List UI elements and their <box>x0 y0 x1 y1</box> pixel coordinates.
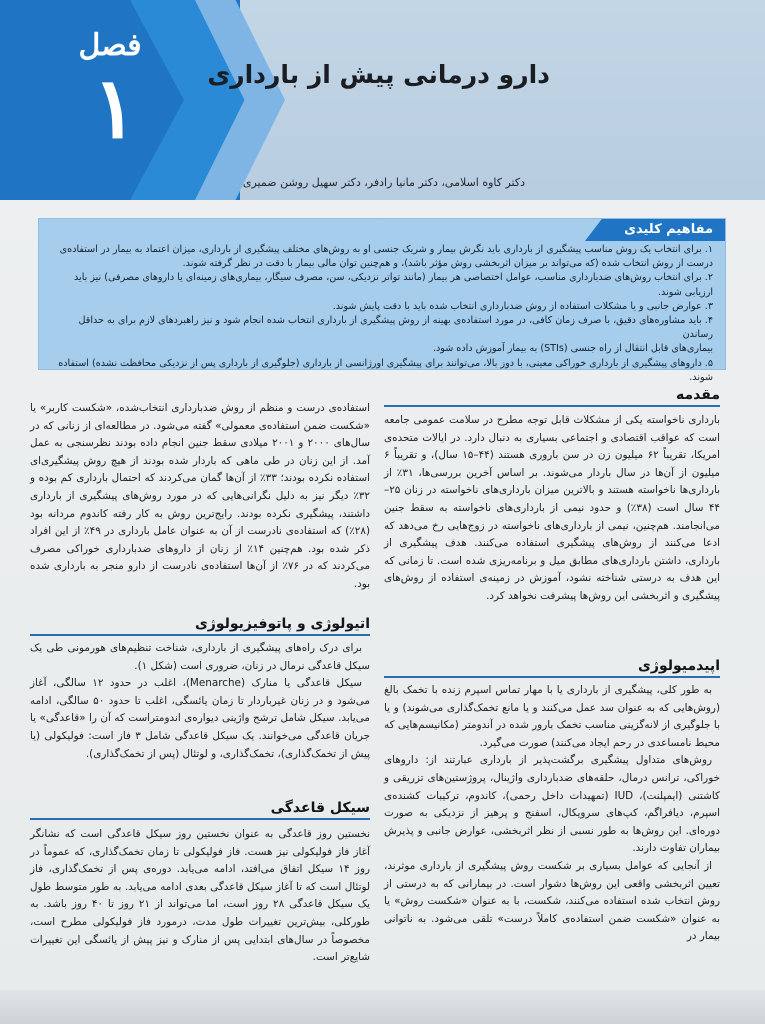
etiology-text <box>30 640 370 763</box>
list-item: ۴. باید مشاوره‌های دقیق، با صرف زمان کافی، در مورد استفاده‌ی بهینه از روش پیشگیری از بارداری انتخاب شده انجام شود و نیز راهبردهای لازم برای به حداقل رساندن <box>78 315 713 341</box>
heading-intro: مقدمه <box>384 387 720 407</box>
list-item: ۲. برای انتخاب روش‌های ضدبارداری مناسب، عوامل اختصاصی هر بیمار (مانند تواتر نزدیکی، سن، مصرف سیگار، بیماری‌های زمینه‌ای یا داروهای مصرفی) نیز باید ارزیابی شوند. <box>74 272 713 298</box>
chapter-number: ۱ <box>92 58 138 157</box>
paragraph: برای درک راه‌های پیشگیری از بارداری، شناخت تنظیم‌های هورمونی طی یک سیکل قاعدگی نرمال در زنان، ضروری است (شکل ۱). <box>30 642 370 672</box>
epidemiology-text <box>384 682 720 946</box>
heading-epidemiology: اپیدمیولوژی <box>384 658 720 678</box>
menstrual-cycle-text: نخستین روز قاعدگی به عنوان نخستین روز سیکل قاعدگی است که نشانگر آغاز فاز فولیکولی نیز هست. فاز فولیکولی تا زمان تخمک‌گذاری، که عموماً در روز ۱۴ سیکل اتفاق می‌افتد، ادامه می‌یابد. دوره‌ی پس از تخمک‌گذاری، فاز لوتئال است که تا آغاز سیکل قاعدگی بعدی ادامه می‌یابد. به طور متوسط طول یک سیکل قاعدگی ۲۸ روز است، اما می‌تواند از ۲۱ روز تا ۴۰ روز باشد. به طورکلی، بیش‌ترین تغییرات طول مدت، درمورد فاز فولیکولی مطرح است، مخصوصاً در سال‌های ابتدایی پس از منارک و نیز پیش از یائسگی این تغییرات شایع‌تر است. <box>30 828 371 964</box>
intro-paragraph: بارداری ناخواسته یکی از مشکلات قابل توجه مطرح در سلامت عمومی جامعه است که عواقب اقتصادی و اجتماعی بسیاری به دنبال دارد. در ایالات متحده‌ی امریکا، تقریباً ۶۲ میلیون زن در سن باروری هستند (۴۴–۱۵ سال)، و تقریباً ۶ میلیون از آن‌ها در سال باردار می‌شوند. بر اساس آخرین بررسی‌ها، ۳۱٪ از بارداری‌ها ناخواسته هستند و بالاترین میزان بارداری‌های ناخواسته در زنان ۲۵–۴۴ سال است (۳۸٪) و حدود نیمی از بارداری‌های ناخواسته به سقط جنین می‌انجامند. هم‌چنین، نیمی از بارداری‌های ناخواسته در زوج‌هایی رخ می‌دهد که ادعا می‌کنند از روش‌های پیشگیری استفاده می‌کنند. هدف پیشگیری از بارداری، داشتن بارداری‌های مطابق میل و برنامه‌ریزی شده است. تا زمانی که این هدف به درستی شناخته نشود، آموزش در زمینه‌ی استفاده از روش‌های پیشگیری و اثربخشی این روش‌ها پیشرفت نخواهد کرد. <box>384 414 721 602</box>
paragraph: سیکل قاعدگی یا منارک (Menarche)، اغلب در حدود ۱۲ سالگی، آغاز می‌شود و در زنان غیرباردار تا زمان یائسگی، اغلب تا حدود ۵۰ سالگی، ادامه می‌یابد. سیکل شامل ترشح واژینی دیواره‌ی اندومتراست که آن را «قاعدگی» یا جریان قاعدگی می‌خوانند. یک سیکل قاعدگی شامل ۳ فاز است: فولیکولی (یا پیش از تخمک‌گذاری)، تخمک‌گذاری، و لوتئال (پس از تخمک‌گذاری). <box>30 677 371 760</box>
page-bottom-edge <box>0 990 765 1024</box>
chapter-label: فصل <box>78 28 142 63</box>
continued-paragraph: استفاده‌ی درست و منظم از روش ضدبارداری انتخاب‌شده، «شکست کاربر» یا «شکست ضمن استفاده‌ی معمولی» گفته می‌شود. در مطالعه‌ای از زنانی که در سال‌های ۲۰۰۰ و ۲۰۰۱ میلادی سقط جنین انجام داده بودند نظرسنجی به عمل آمد. از این زنان در طی ماهی که باردار شده بودند از هیچ روش پیشگیری‌ای استفاده نکرده بودند؛ ۳۳٪ از آن‌ها گمان می‌کردند که احتمال بارداری کم بوده و ۳۲٪ دیگر نیز به دلیل نگرانی‌هایی که در مورد روش‌های پیشگیری از بارداری داشتند، پیشگیری نکرده بودند. رایج‌ترین روش به کار رفته کاندوم مردانه بود (۲۸٪) که استفاده‌ی نادرست از آن به عنوان عامل بارداری در ۴۹٪ از این افراد ذکر شده بود. هم‌چنین ۱۴٪ از زنان از داروهای ضدبارداری خوراکی مصرف می‌کردند که در ۷۶٪ از آن‌ها استفاده‌ی نادرست از دارو منجر به بارداری شده بود. <box>30 402 371 590</box>
list-item: ۳. عوارض جانبی و یا مشکلات استفاده از روش ضدبارداری انتخاب شده باید با دقت پایش شوند. <box>332 300 713 312</box>
page-title: دارو درمانی پیش از بارداری <box>207 60 550 89</box>
paragraph: به طور کلی، پیشگیری از بارداری یا با مهار تماس اسپرم زنده با تخمک بالغ (روش‌هایی که به عنوان سد عمل می‌کنند و یا مانع تخمک‌گذاری می‌شوند) و یا با جلوگیری از لانه‌گزینی مناسب تخمک بارور شده در آندومتر (مکانیسم‌هایی که محیط نامساعدی در رحم ایجاد می‌کنند) صورت می‌گیرد. <box>384 684 720 749</box>
key-concepts-title: مفاهیم کلیدی <box>624 222 713 237</box>
authors-line: دکتر کاوه اسلامی، دکتر مانیا رادفر، دکتر سهیل روشن ضمیری <box>242 176 525 189</box>
key-concepts-box <box>38 218 726 383</box>
heading-menstrual-cycle: سیکل قاعدگی <box>30 800 370 820</box>
list-item: بیماری‌های قابل انتقال از راه جنسی (STIs) به بیمار آموزش داده شود. <box>432 343 713 355</box>
heading-etiology: اتیولوژی و پاتوفیزیولوژی <box>30 616 370 636</box>
paragraph: از آنجایی که عوامل بسیاری بر شکست روش پیشگیری از بارداری موثرند، تعیین اثربخشی واقعی این روش‌ها دشوار است. در بیمارانی که به درستی از روش انتخاب شده استفاده می‌کنند، شکست، با به عنوان «شکست روش» یا به عنوان «شکست ضمن استفاده‌ی کاملاً درست» تلقی می‌شود. به ناتوانی بیمار در <box>384 859 720 943</box>
key-concepts-list <box>49 243 713 385</box>
list-item: ۱. برای انتخاب یک روش مناسب پیشگیری از بارداری باید نگرش بیمار و شریک جنسی او به روش‌های مختلف پیشگیری از بارداری، میزان اعتماد به بیمار در استفاده‌ی <box>59 244 713 255</box>
list-item: ۵. داروهای پیشگیری از بارداری خوراکی معینی، با دوز بالا، می‌توانند برای پیشگیری اورژانسی از بارداری (جلوگیری از بارداری پس از نزدیکی محافظت نشده) استفاده شوند. <box>58 357 713 383</box>
paragraph: روش‌های متداول پیشگیری برگشت‌پذیر از بارداری عبارتند از: داروهای خوراکی، ترانس درمال، حلقه‌های ضدبارداری واژینال، پروژستین‌های تزریقی و کاشتنی (ایمپلنت)، IUD (تمهیدات داخل رحمی)، کاندوم، ترکیبات کشنده‌ی اسپرم، دیافراگم، کپ‌های سرویکال، اسفنج و پرهیز از نزدیکی به صورت دوره‌ای. این روش‌ها به طور نسبی از نظر اثربخشی، عوارض جانبی و پذیرش بیماران تفاوت دارند. <box>384 754 720 855</box>
list-item: درست از روش انتخاب شده (که می‌تواند بر میزان اثربخشی روش مؤثر باشد)، و هم‌چنین توان مالی بیمار با دقت در نظر گرفته شوند. <box>182 258 713 270</box>
